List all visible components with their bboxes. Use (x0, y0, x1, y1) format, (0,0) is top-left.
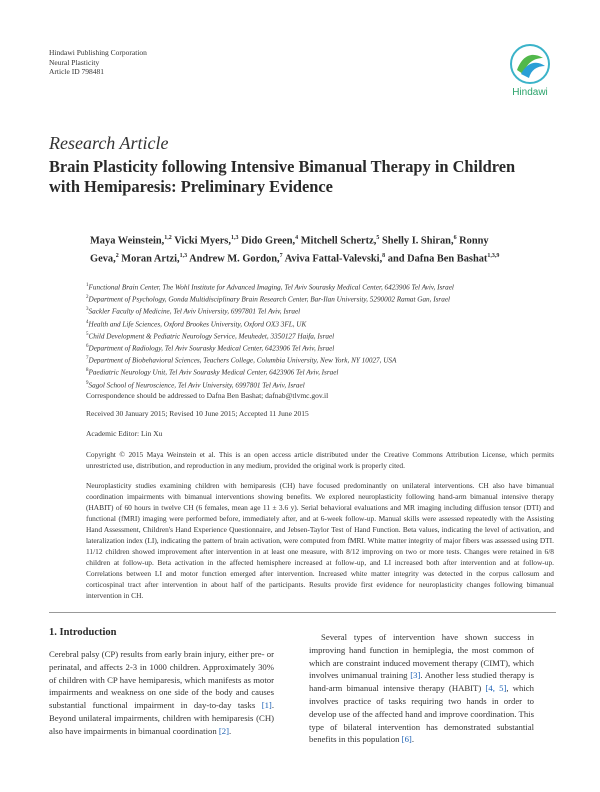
citation-link[interactable]: [6] (401, 734, 412, 745)
author-affiliation-marker: 1,3 (230, 235, 239, 241)
affiliation-number: 5 (86, 331, 89, 337)
correspondence: Correspondence should be addressed to Dafna Ben Bashat; dafnab@tlvmc.gov.il (86, 391, 329, 400)
affiliation-number: 4 (86, 319, 89, 325)
author-name: Moran Artzi, (121, 253, 180, 265)
section-divider (49, 612, 556, 613)
article-type: Research Article (49, 133, 169, 153)
intro-right-column (309, 631, 534, 746)
publisher-header (49, 48, 147, 77)
publisher-name: Hindawi Publishing Corporation (49, 48, 147, 57)
affiliation-item (86, 354, 556, 366)
body-text: , which involves practice of tasks requiring two hands in order to develop use of the affected hand and improve coordination. This type of bilateral intervention has demonstrated substantial benefits in this population (309, 683, 534, 745)
author-affiliation-marker: 6 (453, 235, 457, 241)
body-text: Cerebral palsy (CP) results from early brain injury, either pre- or perinatal, and affects 2-3 in 1000 children. Approximately 30% of children with CP have hemiparesis, which manifests as motor impairments and weakness on one side of the body and causes substantial functional impairment in day-to-day tasks (49, 649, 274, 711)
affiliation-item (86, 281, 556, 293)
academic-editor: Academic Editor: Lin Xu (86, 429, 163, 438)
author-affiliation-marker: 5 (376, 235, 380, 241)
affiliation-text: Functional Brain Center, The Wohl Institute for Advanced Imaging, Tel Aviv Sourasky Medical Center, 6423906 Tel Aviv, Israel (88, 283, 454, 292)
journal-name: Neural Plasticity (49, 57, 100, 67)
body-text: . Another less studied therapy is hand-arm bimanual intensive therapy (HABIT) (309, 670, 534, 694)
author-affiliation-marker: 8 (382, 253, 386, 260)
affiliation-text: Child Development & Pediatric Neurology Service, Meuhedet, 3350127 Haifa, Israel (88, 332, 335, 341)
body-text: Several types of intervention have shown success in improving hand function in hemiplegia, the most common of which are constraint induced movement therapy (CIMT), which involves unimanual training (309, 632, 534, 681)
citation-link[interactable]: [2] (218, 725, 229, 736)
body-text: . (411, 734, 414, 745)
author-affiliation-marker: 1,3 (179, 253, 188, 260)
author-name: Mitchell Schertz, (300, 235, 377, 247)
author-affiliation-marker: 7 (279, 253, 283, 260)
affiliation-text: Department of Biobehavioral Sciences, Teachers College, Columbia University, New York, NY 10027, USA (88, 356, 397, 365)
received-dates: Received 30 January 2015; Revised 10 June 2015; Accepted 11 June 2015 (86, 409, 309, 418)
affiliation-number: 9 (86, 380, 89, 386)
author-affiliation-marker: 4 (295, 235, 299, 241)
affiliation-number: 3 (86, 307, 89, 313)
abstract: Neuroplasticity studies examining children with hemiparesis (CH) have focused predominantly on unilateral interventions. CH also have bimanual coordination impairments with bimanual interventions showing benefits. We explored neuroplasticity following hand-arm bimanual intensive therapy (HABIT) of 60 hours in twelve CH (6 females, mean age 11 ± 3.6 y). Serial behavioral evaluations and MR imaging including diffusion tensor (DTI) and functional (fMRI) imaging were performed before, immediately after, and at 6-week follow-up. Manual skills were assessed repeatedly with the Assisting Hand Assessment, Children's Hand Experience Questionnaire, and Jebsen-Taylor Test of Hand Function. Beta values, indicating the level of activation, and lateralization index (LI), indicating the pattern of brain activation, were computed from fMRI. White matter integrity of major fibers was assessed using DTI. 11/12 children showed improvement after intervention in at least one measure, with 8/12 improving on two or more tests. Changes were retained in 6/8 children at follow-up. Beta activation in the affected hemisphere increased at follow-up, and LI increased both after intervention and at follow-up. Correlations between LI and motor function emerged after intervention. Increased white matter integrity was detected in the corpus callosum and corticospinal tract after intervention in about half of the participants. Results provide first evidence for neuroplasticity changes following bimanual intervention in CH. (86, 481, 554, 600)
body-text: . (229, 725, 232, 736)
affiliation-item (86, 318, 556, 330)
affiliation-item (86, 305, 556, 317)
affiliation-text: Department of Radiology, Tel Aviv Sourasky Medical Center, 6423906 Tel Aviv, Israel (88, 344, 335, 353)
affiliation-item (86, 366, 556, 378)
affiliation-number: 6 (86, 343, 89, 349)
citation-link[interactable]: [4, 5] (485, 683, 507, 694)
affiliation-text: Sackler Faculty of Medicine, Tel Aviv University, 6997801 Tel Aviv, Israel (88, 307, 301, 316)
affiliation-item (86, 342, 556, 354)
affiliation-number: 8 (86, 368, 89, 374)
affiliation-text: Health and Life Sciences, Oxford Brookes University, Oxford OX3 3FL, UK (88, 319, 307, 328)
author-name: Maya Weinstein, (90, 235, 165, 247)
hindawi-logo-icon (507, 44, 553, 84)
citation-link[interactable]: [1] (261, 700, 272, 711)
author-name: Ronny Geva, (90, 235, 489, 265)
author-affiliation-marker: 1,3,9 (487, 253, 500, 260)
author-name: Shelly I. Shiran, (381, 235, 454, 247)
author-name: Andrew M. Gordon, (189, 253, 280, 265)
affiliation-number: 2 (86, 295, 89, 301)
author-affiliation-marker: 2 (115, 253, 119, 260)
affiliation-item (86, 379, 556, 391)
affiliation-list (86, 281, 556, 391)
article-id: Article ID 798481 (49, 67, 104, 76)
author-list (90, 231, 510, 267)
author-affiliation-marker: 1,2 (164, 235, 172, 241)
author-name: Dido Green, (241, 235, 296, 247)
affiliation-item (86, 293, 556, 305)
affiliation-text: Paediatric Neurology Unit, Tel Aviv Sourasky Medical Center, 6423906 Tel Aviv, Israel (88, 368, 339, 377)
hindawi-logo (500, 44, 560, 98)
copyright-notice: Copyright © 2015 Maya Weinstein et al. This is an open access article distributed under the Creative Commons Attribution License, which permits unrestricted use, distribution, and reproduction in any medium, provided the original work is properly cited. (86, 450, 554, 470)
hindawi-logo-text: Hindawi (512, 87, 548, 98)
affiliation-number: 7 (86, 356, 89, 362)
affiliation-text: Sagol School of Neuroscience, Tel Aviv University, 6997801 Tel Aviv, Israel (88, 380, 305, 389)
intro-left-column (49, 648, 274, 738)
article-title: Brain Plasticity following Intensive Bimanual Therapy in Children with Hemiparesis: Preliminary Evidence (49, 157, 516, 196)
affiliation-text: Department of Psychology, Gonda Multidisciplinary Brain Research Center, Bar-Ilan University, 5290002 Ramat Gan, Israel (88, 295, 451, 304)
section-heading: 1. Introduction (49, 627, 117, 638)
body-text: . Beyond unilateral impairments, children with hemiparesis (CH) also have impairments in bimanual coordination (49, 700, 274, 736)
citation-link[interactable]: [3] (410, 670, 421, 681)
affiliation-item (86, 330, 556, 342)
author-name: and Dafna Ben Bashat (387, 253, 488, 265)
affiliation-number: 1 (86, 283, 89, 288)
author-name: Aviva Fattal-Valevski, (284, 253, 383, 265)
author-name: Vicki Myers, (174, 235, 231, 247)
